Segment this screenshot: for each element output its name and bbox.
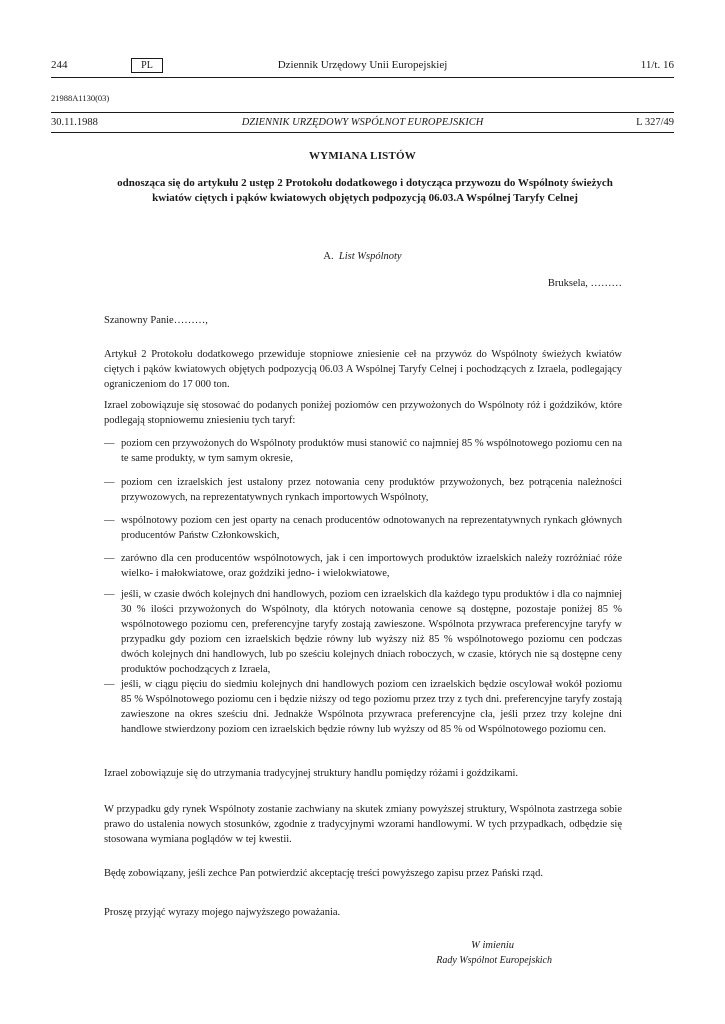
orig-ref: L 327/49 <box>636 117 674 128</box>
list-item-text: zarówno dla cen producentów wspólnotowych, jak i cen importowych produktów izraelskich należy rozróżniać róże wielko- i małokwiatowe, oraz goździki jedno- i wielokwiatowe, <box>121 553 622 579</box>
dash-marker: — <box>104 553 115 564</box>
journal-title: Dziennik Urzędowy Unii Europejskiej <box>277 59 448 71</box>
list-item-text: poziom cen izraelskich jest ustalony przez notowania ceny produktów przywożonych, bez potrącenia należności przywozowych, na reprezentatywnych rynkach importowych Wspólnoty, <box>121 477 622 503</box>
document-subtitle: odnosząca się do artykułu 2 ustęp 2 Protokołu dodatkowego i dotycząca przywozu do Wspólnoty świeżych kwiatów ciętych i pąków kwiatowych objętych podpozycją 06.03.A Wspólnej Taryfy Celnej <box>117 177 613 204</box>
section-label: A. <box>323 251 334 262</box>
document-id: 21988A1130(03) <box>51 93 110 103</box>
dash-marker: — <box>104 589 115 600</box>
language-code-box: PL <box>131 58 163 73</box>
dash-marker: — <box>104 515 115 526</box>
list-item <box>104 436 622 466</box>
paragraph: Izrael zobowiązuje się do utrzymania tradycyjnej struktury handlu pomiędzy różami i goździkami. <box>104 768 519 779</box>
header-rule <box>51 77 674 78</box>
list-item-text: wspólnotowy poziom cen jest oparty na cenach producentów odnotowanych na reprezentatywnych rynkach głównych producentów Państw Członkowskich, <box>121 515 622 541</box>
paragraph: Artykuł 2 Protokołu dodatkowego przewiduje stopniowe zniesienie ceł na przywóz do Wspólnoty świeżych kwiatów ciętych i pąków kwiatowych objętych podpozycją 06.03 A Wspólnej Taryfy Celnej i pochodzących z Izraela, podlegający ograniczeniom do 17 000 ton. <box>104 349 622 390</box>
list-item <box>104 677 622 737</box>
oj-top-rule <box>51 112 674 113</box>
document-title: WYMIANA LISTÓW <box>308 150 416 162</box>
list-item-text: jeśli, w ciągu pięciu do siedmiu kolejnych dni handlowych poziom cen izraelskich będzie oscylował wokół poziomu 85 % Wspólnotowego poziomu cen i będzie niższy od tego poziomu przez trzy z tych dni. preferencyjne taryfy zostają zawieszone na okres sześciu dni. Jednakże Wspólnota przywraca preferencyjne cła, jeśli przez trzy kolejne dni handlowe stwierdzony poziom cen izraelskich będzie równy lub wyższy od 85 % od Wspólnotowego poziomu cen. <box>121 679 622 735</box>
section-heading <box>0 251 725 262</box>
dash-marker: — <box>104 438 115 449</box>
list-item <box>104 587 622 677</box>
list-item-text: poziom cen przywożonych do Wspólnoty produktów musi stanowić co najmniej 85 % wspólnotowego poziomu cen na te same produkty, w tym samym okresie, <box>121 438 622 464</box>
list-item-text: jeśli, w czasie dwóch kolejnych dni handlowych, poziom cen izraelskich dla każdego typu produktów i dla co najmniej 30 % ilości przywożonych do Wspólnoty, dla których notowania cenowe są dostępne, pozostaje poniżej 85 % wspólnotowego poziomu cen, preferencyjne taryfy zostają zawieszone. Wspólnota przywraca preferencyjne taryfy w przypadku gdy poziom cen izraelskich będzie równy lub wyższy niż 85 % wspólnotowego poziomu cen podczas dwóch kolejnych dni handlowych, lub po sześciu kolejnych dniach roboczych, w czasie, których nie są dostępne ceny produktów pochodzących z Izraela, <box>121 589 622 675</box>
paragraph: W przypadku gdy rynek Wspólnoty zostanie zachwiany na skutek zmiany powyższej struktury, Wspólnota zastrzega sobie prawo do ustalenia nowych stosunków, zgodnie z tradycyjnymi wzorami handlowymi. W tych przypadkach, odbędzie się stosowana wymiana poglądów w tej kwestii. <box>104 804 622 845</box>
salutation: Szanowny Panie………, <box>104 315 208 326</box>
list-item <box>104 475 622 505</box>
signature-line-1: W imieniu <box>471 940 514 951</box>
paragraph: Izrael zobowiązuje się stosować do podanych poniżej poziomów cen przywożonych do Wspólnoty róż i goździków, które podlegają stopniowemu zniesieniu tych taryf: <box>104 400 622 426</box>
oj-bottom-rule <box>51 132 674 133</box>
signature-line-2: Rady Wspólnot Europejskich <box>436 955 552 966</box>
paragraph: Proszę przyjąć wyrazy mojego najwyższego poważania. <box>104 907 341 918</box>
list-item <box>104 551 622 581</box>
page-number: 244 <box>51 59 68 71</box>
dash-marker: — <box>104 477 115 488</box>
orig-date: 30.11.1988 <box>51 117 98 128</box>
dash-marker: — <box>104 679 115 690</box>
volume-ref: 11/t. 16 <box>640 59 674 71</box>
orig-journal: DZIENNIK URZĘDOWY WSPÓLNOT EUROPEJSKICH <box>241 117 484 128</box>
section-title: List Wspólnoty <box>338 251 402 262</box>
place-date: Bruksela, ……… <box>547 278 622 289</box>
list-item <box>104 513 622 543</box>
paragraph: Będę zobowiązany, jeśli zechce Pan potwierdzić akceptację treści powyższego zapisu przez Pański rząd. <box>104 868 543 879</box>
